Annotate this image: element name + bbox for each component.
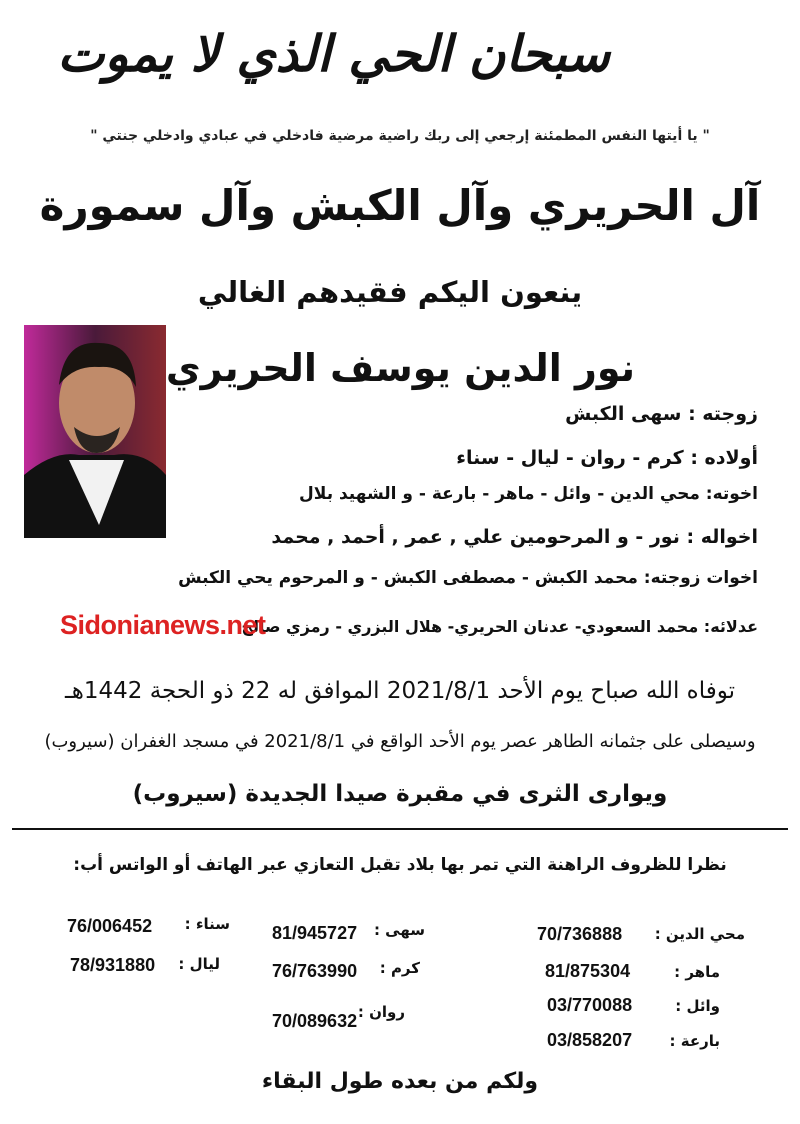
burial-info: ويوارى الثرى في مقبرة صيدا الجديدة (سيروب) [132,781,668,807]
section-divider [12,828,788,830]
contact-name: سناء : [184,915,230,933]
contact-phone[interactable]: 76/006452 [67,916,153,936]
death-info: توفاه الله صباح يوم الأحد 2021/8/1 الموافق له 22 ذو الحجة 1442هـ [64,678,736,704]
families-heading: آل الحريري وآل الكبش وآل سمورة [39,181,761,230]
relative-text: سهى الكبش [565,403,682,425]
contact-phone[interactable]: 81/945727 [272,923,358,943]
prayer-info: وسيصلى على جثمانه الطاهر عصر يوم الأحد الواقع في 2021/8/1 في مسجد الغفران (سيروب) [44,731,756,752]
announcement-line: ينعون اليكم فقيدهم الغالي [197,275,583,309]
relative-label: عدلائه: [703,617,758,636]
quran-verse: " يا أيتها النفس المطمئنة إرجعي إلى ربك راضية مرضية فادخلي في عبادي وادخلي جنتي " [90,128,710,144]
deceased-name: نور الدين يوسف الحريري [165,346,635,390]
relative-row-children [456,447,758,469]
relative-row-brothers [299,484,758,504]
contact-phone[interactable]: 76/763990 [272,961,358,981]
site-watermark: Sidonianews.net [60,610,266,640]
relative-text: محمد الكبش - مصطفى الكبش - و المرحوم يحي الكبش [178,568,638,588]
relative-text: كرم - روان - ليال - سناء [456,447,684,469]
contact-phone[interactable]: 70/089632 [272,1011,358,1031]
relative-label: اخوته: [705,484,758,504]
contact-phone[interactable]: 78/931880 [70,955,156,975]
contact-phone[interactable]: 81/875304 [545,961,631,981]
contact-name: وائل : [675,997,720,1015]
contact-name: كرم : [379,959,420,977]
relative-row-wife [565,403,758,425]
relative-text: محمد السعودي- عدنان الحريري- هلال البزري - رمزي صالح [241,617,699,636]
relative-label: اخوات زوجته: [643,568,758,588]
relative-label: اخواله : [686,526,758,548]
contact-name: ليال : [178,955,220,973]
contact-phone[interactable]: 03/858207 [547,1030,633,1050]
relative-label: زوجته : [688,403,758,425]
contact-name: بارعة : [669,1032,720,1050]
relative-text: محي الدين - وائل - ماهر - بارعة - و الشهيد بلال [299,484,700,504]
condolence-notice: نظرا للظروف الراهنة التي تمر بها بلاد تقبل التعازي عبر الهاتف أو الواتس أب: [73,855,727,875]
relative-row-brothers-in-law [241,617,758,636]
contact-name: محي الدين : [654,925,745,943]
contact-phone[interactable]: 70/736888 [537,924,623,944]
portrait-image [24,325,166,538]
contact-phone[interactable]: 03/770088 [547,995,633,1015]
contact-name: سهى : [373,921,425,939]
relative-text: نور - و المرحومين علي , عمر , أحمد , محمد [271,526,680,548]
header-calligraphy: سبحان الحي الذي لا يموت [57,24,610,83]
relative-label: أولاده : [690,447,758,469]
contact-name: ماهر : [674,963,720,981]
relative-row-inlaws [178,568,758,588]
deceased-photo [24,325,166,538]
relative-row-uncles [271,526,758,548]
contact-name: روان : [357,1003,405,1021]
closing-line: ولكم من بعده طول البقاء [261,1069,539,1094]
